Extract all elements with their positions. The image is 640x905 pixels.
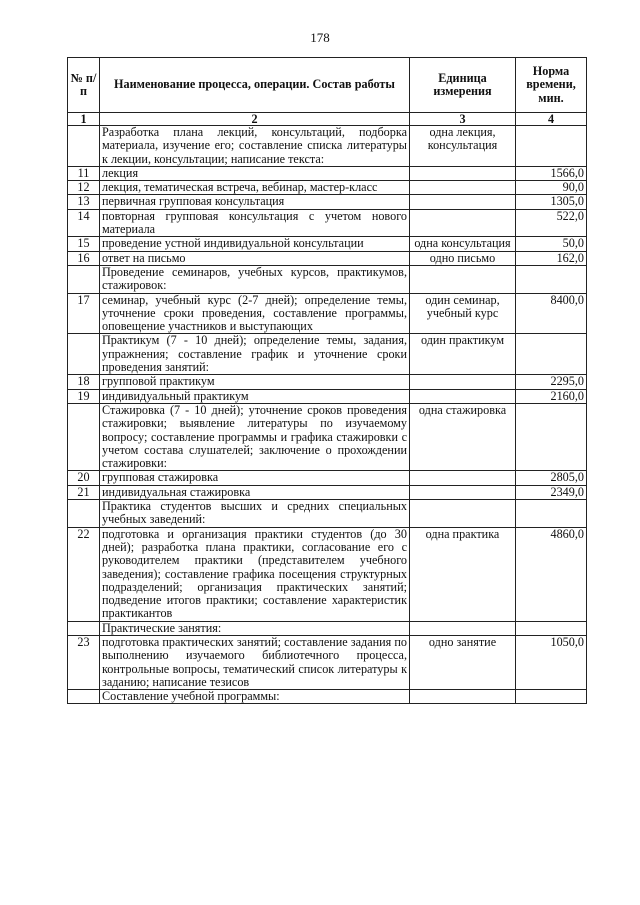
table-row <box>68 389 587 403</box>
table-row <box>68 403 587 470</box>
header-number: № п/п <box>68 58 100 113</box>
table-row <box>68 334 587 375</box>
row-norm: 2295,0 <box>516 375 587 389</box>
row-name: проведение устной индивидуальной консультации <box>100 237 410 251</box>
row-unit <box>410 181 516 195</box>
row-norm: 162,0 <box>516 251 587 265</box>
table-row <box>68 237 587 251</box>
row-norm: 90,0 <box>516 181 587 195</box>
row-name: Практикум (7 - 10 дней); определение темы, задания, упражнения; составление график и уточнение сроки проведения занятий: <box>100 334 410 375</box>
row-number: 23 <box>68 635 100 689</box>
row-name: Практика студентов высших и средних специальных учебных заведений: <box>100 500 410 528</box>
page-number: 178 <box>310 30 330 45</box>
row-name: индивидуальная стажировка <box>100 485 410 499</box>
row-name: первичная групповая консультация <box>100 195 410 209</box>
row-number: 12 <box>68 181 100 195</box>
row-unit: одна лекция, консультация <box>410 126 516 167</box>
row-name: индивидуальный практикум <box>100 389 410 403</box>
row-number: 16 <box>68 251 100 265</box>
row-unit: один практикум <box>410 334 516 375</box>
row-name: групповой практикум <box>100 375 410 389</box>
row-number: 19 <box>68 389 100 403</box>
row-unit: одна стажировка <box>410 403 516 470</box>
row-name: Стажировка (7 - 10 дней); уточнение сроков проведения стажировки; выявление литературы по изучаемому вопросу; составление программы и графика стажировки с учетом состава слушателей; заключение о прохождении стажировки: <box>100 403 410 470</box>
table-row <box>68 375 587 389</box>
table-row <box>68 293 587 334</box>
row-name: лекция, тематическая встреча, вебинар, мастер-класс <box>100 181 410 195</box>
row-number: 15 <box>68 237 100 251</box>
table-row <box>68 126 587 167</box>
row-norm: 2160,0 <box>516 389 587 403</box>
row-name: повторная групповая консультация с учетом нового материала <box>100 209 410 237</box>
table-row <box>68 195 587 209</box>
row-name: подготовка практических занятий; составление задания по выполнению изучаемого библиотечного процесса, контрольные вопросы, тематический список литературы к заданию; написание тезисов <box>100 635 410 689</box>
row-unit <box>410 389 516 403</box>
row-norm <box>516 500 587 528</box>
row-norm: 2805,0 <box>516 471 587 485</box>
row-number: 18 <box>68 375 100 389</box>
table-row <box>68 209 587 237</box>
table-header-row <box>68 58 587 113</box>
row-unit <box>410 690 516 704</box>
row-name: ответ на письмо <box>100 251 410 265</box>
row-unit: одно занятие <box>410 635 516 689</box>
row-unit <box>410 500 516 528</box>
row-number: 17 <box>68 293 100 334</box>
row-norm: 8400,0 <box>516 293 587 334</box>
row-unit <box>410 471 516 485</box>
column-number: 2 <box>100 113 410 126</box>
table-row <box>68 181 587 195</box>
row-number: 21 <box>68 485 100 499</box>
row-unit: одно письмо <box>410 251 516 265</box>
row-unit: одна практика <box>410 527 516 621</box>
row-name: Проведение семинаров, учебных курсов, практикумов, стажировок: <box>100 265 410 293</box>
row-name: Разработка плана лекций, консультаций, подборка материала, изучение его; составление списка литературы к лекции, консультации; написание текста: <box>100 126 410 167</box>
table-row <box>68 251 587 265</box>
time-norms-table <box>67 57 587 704</box>
row-number <box>68 621 100 635</box>
row-name: подготовка и организация практики студентов (до 30 дней); разработка плана практики, согласование его с руководителем практики (представителем учебного заведения); составление графика посещения структурных подразделений; организация практических занятий; подведение итогов практики; составление характеристик практикантов <box>100 527 410 621</box>
row-number <box>68 690 100 704</box>
row-name: Составление учебной программы: <box>100 690 410 704</box>
column-number: 1 <box>68 113 100 126</box>
row-name: семинар, учебный курс (2-7 дней); определение темы, уточнение сроки проведения, составление программы, оповещение участников и выступающих <box>100 293 410 334</box>
row-number: 11 <box>68 166 100 180</box>
row-name: лекция <box>100 166 410 180</box>
row-unit <box>410 621 516 635</box>
row-number <box>68 334 100 375</box>
row-norm <box>516 265 587 293</box>
row-number: 20 <box>68 471 100 485</box>
row-unit <box>410 195 516 209</box>
table-row <box>68 485 587 499</box>
row-number: 14 <box>68 209 100 237</box>
row-number: 22 <box>68 527 100 621</box>
table-row <box>68 500 587 528</box>
row-norm: 1305,0 <box>516 195 587 209</box>
row-number <box>68 265 100 293</box>
header-name: Наименование процесса, операции. Состав работы <box>100 58 410 113</box>
row-unit: один семинар, учебный курс <box>410 293 516 334</box>
row-norm: 1050,0 <box>516 635 587 689</box>
row-norm <box>516 126 587 167</box>
row-number <box>68 500 100 528</box>
row-unit <box>410 209 516 237</box>
table-row <box>68 471 587 485</box>
row-unit <box>410 166 516 180</box>
row-norm <box>516 334 587 375</box>
column-number: 3 <box>410 113 516 126</box>
table-row <box>68 166 587 180</box>
row-name: Практические занятия: <box>100 621 410 635</box>
row-norm: 4860,0 <box>516 527 587 621</box>
row-name: групповая стажировка <box>100 471 410 485</box>
row-number <box>68 126 100 167</box>
table-row <box>68 265 587 293</box>
header-unit: Единица измерения <box>410 58 516 113</box>
column-number-row <box>68 113 587 126</box>
header-norm: Норма времени, мин. <box>516 58 587 113</box>
table-row <box>68 690 587 704</box>
column-number: 4 <box>516 113 587 126</box>
row-norm: 50,0 <box>516 237 587 251</box>
table-row <box>68 621 587 635</box>
row-norm <box>516 403 587 470</box>
row-unit <box>410 485 516 499</box>
row-number: 13 <box>68 195 100 209</box>
table-row <box>68 527 587 621</box>
row-norm: 2349,0 <box>516 485 587 499</box>
row-norm <box>516 621 587 635</box>
row-unit <box>410 265 516 293</box>
row-norm: 522,0 <box>516 209 587 237</box>
row-unit: одна консультация <box>410 237 516 251</box>
row-number <box>68 403 100 470</box>
row-unit <box>410 375 516 389</box>
row-norm: 1566,0 <box>516 166 587 180</box>
row-norm <box>516 690 587 704</box>
table-row <box>68 635 587 689</box>
